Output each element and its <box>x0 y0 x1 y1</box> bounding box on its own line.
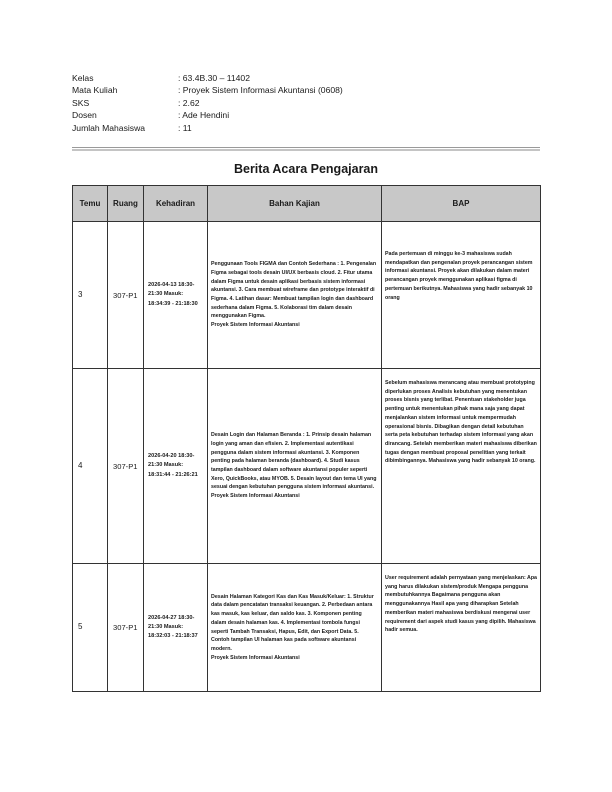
info-label: Kelas <box>72 73 94 83</box>
info-label: SKS <box>72 97 90 108</box>
bahan-kajian-course: Proyek Sistem Informasi Akuntansi <box>211 322 300 329</box>
cell-kehadiran: 2026-04-13 18:30-21:30 Masuk: 18:34:39 - 21:18:30 <box>144 222 208 369</box>
cell-bahan-kajian <box>208 369 382 564</box>
divider <box>72 149 540 151</box>
bahan-kajian-text: Desain Login dan Halaman Beranda : 1. Prinsip desain halaman login yang aman dan efisien. 2. Implementasi autentikasi pengguna dalam sistem informasi akuntansi. 3. Komponen penting pada halaman beranda (dashboard). 4. Studi kasus tampilan dashboard dalam software akuntansi populer seperti Xero, QuickBooks, atau MYOB. 5. Desain layout dan tema UI yang sesuai dengan kebutuhan pengguna sistem informasi akuntansi. <box>211 432 377 491</box>
column-header-temu: Temu <box>73 186 108 222</box>
info-label: Jumlah Mahasiswa <box>72 122 146 133</box>
info-value: : 2.62 <box>178 97 200 108</box>
info-row-dosen <box>72 109 343 121</box>
info-value: : Ade Hendini <box>178 110 230 121</box>
info-label: Dosen <box>72 110 97 121</box>
column-header-ruang: Ruang <box>108 186 144 222</box>
bahan-kajian-course: Proyek Sistem Informasi Akuntansi <box>211 493 300 500</box>
info-row-jumlah-mahasiswa <box>72 122 343 134</box>
table-row <box>73 564 541 692</box>
cell-kehadiran: 2026-04-20 18:30-21:30 Masuk: 18:31:44 - 21:26:21 <box>144 369 208 564</box>
cell-bap: User requirement adalah pernyataan yang menjelaskan: Apa yang harus dilakukan sistem/produk Mengapa pengguna membutuhkannya Bagaimana pengguna akan menggunakannya Hasil apa yang diharapkan Setelah memberikan materi mahasiswa berdiskusi mengenai user requirement dari aspek studi kasus yang dipilih. Mahasiswa hadir semua. <box>382 564 541 692</box>
info-value: : Proyek Sistem Informasi Akuntansi (0608) <box>178 85 343 96</box>
page-title: Berita Acara Pengajaran <box>233 162 379 176</box>
cell-temu: 3 <box>73 222 108 369</box>
info-value: : 11 <box>178 122 192 133</box>
cell-ruang: 307-P1 <box>108 222 144 369</box>
cell-ruang: 307-P1 <box>108 369 144 564</box>
cell-temu: 5 <box>73 564 108 692</box>
bap-table <box>72 185 541 692</box>
cell-ruang: 307-P1 <box>108 564 144 692</box>
cell-temu: 4 <box>73 369 108 564</box>
info-label: Mata Kuliah <box>72 85 118 96</box>
table-row <box>73 222 541 369</box>
table-row <box>73 369 541 564</box>
info-row-sks <box>72 97 343 109</box>
table-header-row <box>73 186 541 222</box>
column-header-bahan-kajian: Bahan Kajian <box>208 186 382 222</box>
cell-bap: Sebelum mahasiswa merancang atau membuat prototyping diperlukan proses Analisis kebutuhan yang menentukan proses bisnis yang terlibat. Penentuan stakeholder juga penting untuk menentukan pihak mana saja yang dapat menjalankan sistem informasi untuk mempermudah operasional bisnis. Dibagikan dengan detail kebutuhan serta peta kebutuhan terhadap sistem informasi yang akan dirancang. Setelah memberikan materi mahasiswa diberikan tugas dengan membuat proposal penelitian yang terkait dibimbingannya. Mahasiswa yang hadir sebanyak 10 orang. <box>382 369 541 564</box>
column-header-bap: BAP <box>382 186 541 222</box>
info-value: : 63.4B.30 – 11402 <box>178 73 250 83</box>
divider <box>72 147 540 148</box>
column-header-kehadiran: Kehadiran <box>144 186 208 222</box>
cell-kehadiran: 2026-04-27 18:30-21:30 Masuk: 18:32:03 - 21:18:37 <box>144 564 208 692</box>
info-row-kelas <box>72 72 343 84</box>
bahan-kajian-text: Penggunaan Tools FIGMA dan Contoh Sederhana : 1. Pengenalan Figma sebagai tools desain UI/UX berbasis cloud. 2. Fitur utama dalam Figma untuk desain aplikasi berbasis sistem informasi akuntansi. 3. Cara membuat wireframe dan prototype interaktif di Figma. 4. Latihan dasar: Membuat tampilan login dan dashboard sederhana dalam Figma. 5. Kolaborasi tim dalam desain menggunakan Figma. <box>211 261 377 320</box>
cell-bahan-kajian <box>208 564 382 692</box>
bahan-kajian-text: Desain Halaman Kategori Kas dan Kas Masuk/Keluar: 1. Struktur data dalam pencatatan transaksi keuangan. 2. Perbedaan antara kas masuk, kas keluar, dan saldo kas. 3. Komponen penting dalam desain halaman kas. 4. Implementasi tombola fungsi seperti Tambah Transaksi, Hapus, Edit, dan Export Data. 5. Contoh tampilan UI halaman kas pada software akuntansi modern. <box>211 593 374 652</box>
info-row-mata-kuliah <box>72 84 343 96</box>
cell-bahan-kajian <box>208 222 382 369</box>
course-info <box>72 72 343 134</box>
bahan-kajian-course: Proyek Sistem Informasi Akuntansi <box>211 654 300 661</box>
cell-bap: Pada pertemuan di minggu ke-3 mahasiswa sudah mendapatkan dan pengenalan proyek perancangan sistem informasi akuntansi. Proyek akan dilakukan dalam materi perancangan proyek menggunakan aplikasi figma di pertemuan berikutnya. Mahasiswa yang hadir sebanyak 10 orang <box>382 222 541 369</box>
